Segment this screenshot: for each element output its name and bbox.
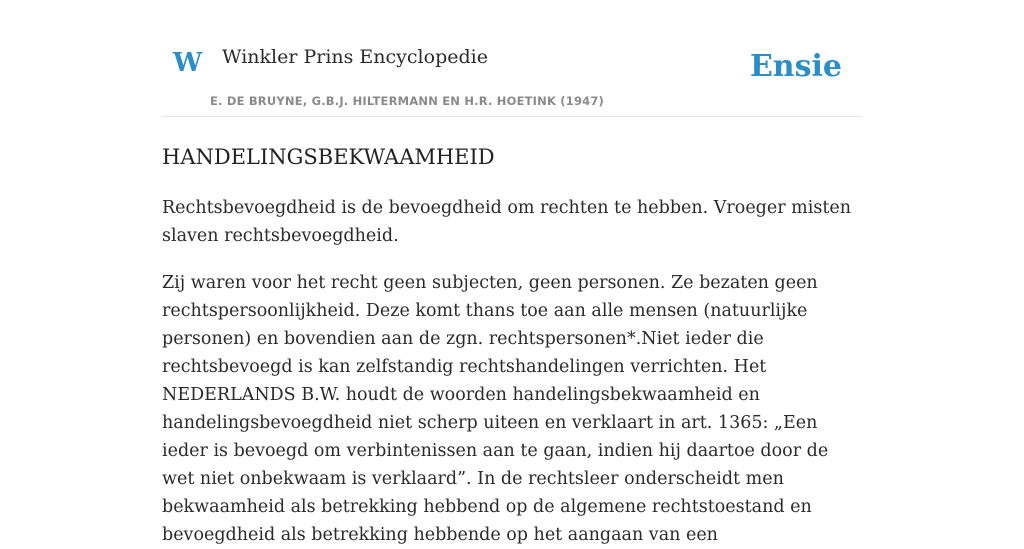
- article-paragraph: Zij waren voor het recht geen subjecten, geen personen. Ze bezaten geen rechtspersoonlijkheid. Deze komt thans toe aan alle mensen (natuurlijke personen) en bovendien aan de zgn. rechtspersonen*.Niet ieder die rechtsbevoegd is kan zelfstandig rechtshandelingen verrichten. Het NEDERLANDS B.W. houdt de woorden handelingsbekwaamheid en handelingsbevoegdheid niet scherp uiteen en verklaart in art. 1365: „Een ieder is bevoegd om verbintenissen aan te gaan, indien hij daartoe door de wet niet onbekwaam is verklaard”. In de rechtsleer onderscheidt men bekwaamheid als betrekking hebbend op de algemene rechtstoestand en bevoegdheid als betrekking hebbende op het aangaan van een: [162, 273, 829, 546]
- logo-w-icon[interactable]: W: [173, 48, 203, 78]
- authors-line: E. DE BRUYNE, G.B.J. HILTERMANN EN H.R. HOETINK (1947): [210, 94, 605, 108]
- article-title: HANDELINGSBEKWAAMHEID: [162, 145, 495, 169]
- site-header: [162, 0, 862, 117]
- article-paragraph: Rechtsbevoegdheid is de bevoegdheid om rechten te hebben. Vroeger misten slaven rechtsbevoegdheid.: [162, 198, 852, 247]
- site-title[interactable]: Winkler Prins Encyclopedie: [222, 46, 488, 68]
- content: [162, 0, 862, 549]
- ensie-logo[interactable]: Ensie: [749, 49, 842, 84]
